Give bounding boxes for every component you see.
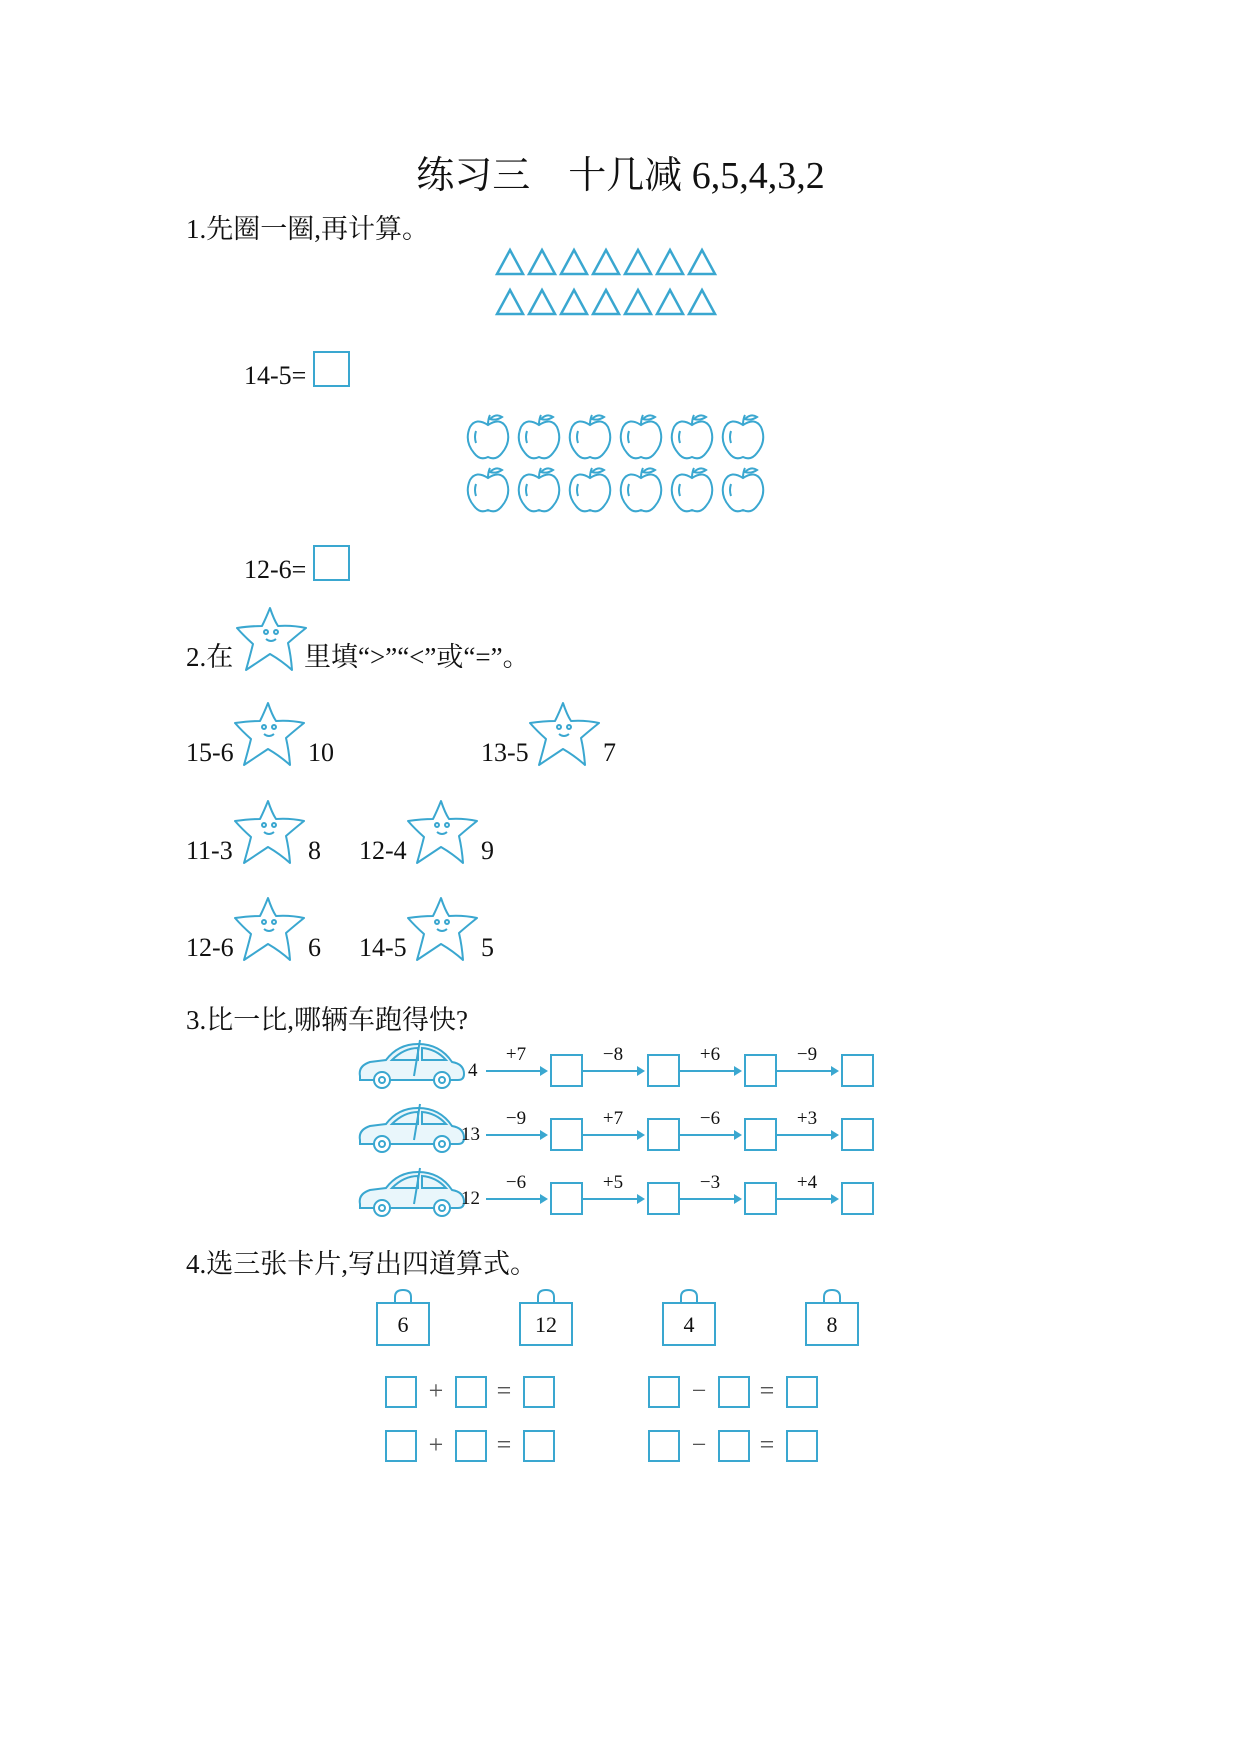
compare-left-expr: 12-4 <box>359 836 407 865</box>
apple-icon <box>619 466 663 514</box>
triangle-icon <box>495 248 525 276</box>
chain-operation-label: −9 <box>505 1108 527 1129</box>
question-2-heading-start: 2.在 <box>186 642 234 672</box>
compare-right-value: 10 <box>308 738 334 767</box>
triangle-icon <box>591 288 621 316</box>
star-icon <box>529 701 601 767</box>
arrow-icon <box>486 1194 548 1204</box>
chain-answer-box[interactable] <box>550 1182 583 1215</box>
star-icon <box>234 799 306 865</box>
chain-answer-box[interactable] <box>550 1054 583 1087</box>
question-3-heading: 3.比一比,哪辆车跑得快? <box>186 1005 468 1035</box>
equals-sign: = <box>759 1376 775 1405</box>
star-answer-slot[interactable] <box>234 896 306 967</box>
triangle-icon <box>623 288 653 316</box>
card-number: 8 <box>826 1312 838 1337</box>
chain-answer-box[interactable] <box>647 1182 680 1215</box>
triangle-icon <box>495 288 525 316</box>
chain-operation-label: −9 <box>796 1044 818 1065</box>
chain-operation-label: +5 <box>602 1172 624 1193</box>
equation-blank-box[interactable] <box>786 1376 818 1408</box>
minus-sign: − <box>691 1430 707 1459</box>
triangle-icon <box>687 288 717 316</box>
car-icon <box>356 1104 466 1154</box>
page-title: 练习三 十几减 6,5,4,3,2 <box>416 155 825 197</box>
apple-icon <box>721 413 765 461</box>
compare-left-expr: 12-6 <box>186 933 234 962</box>
triangle-icon <box>655 288 685 316</box>
chain-operation-label: +6 <box>699 1044 721 1065</box>
answer-box-2[interactable] <box>313 545 350 581</box>
chain-start-number: 13 <box>461 1124 480 1145</box>
star-icon <box>407 896 479 962</box>
equation-blank-box[interactable] <box>385 1430 417 1462</box>
chain-operation-label: −6 <box>699 1108 721 1129</box>
card-number: 12 <box>535 1312 557 1337</box>
triangle-icon <box>559 248 589 276</box>
question-4-heading: 4.选三张卡片,写出四道算式。 <box>186 1249 537 1279</box>
apple-icon <box>670 413 714 461</box>
number-card[interactable] <box>519 1302 573 1346</box>
equation-blank-box[interactable] <box>648 1430 680 1462</box>
triangle-icon <box>527 288 557 316</box>
apple-icon <box>568 413 612 461</box>
equation-blank-box[interactable] <box>718 1376 750 1408</box>
star-icon <box>407 799 479 865</box>
star-icon <box>236 606 308 677</box>
car-icon <box>356 1040 466 1090</box>
arrow-icon <box>486 1130 548 1140</box>
star-icon <box>234 896 306 962</box>
triangle-icon <box>591 248 621 276</box>
number-card[interactable] <box>376 1302 430 1346</box>
chain-answer-box[interactable] <box>744 1054 777 1087</box>
card-number: 6 <box>397 1312 409 1337</box>
question-1-heading: 1.先圈一圈,再计算。 <box>186 214 429 244</box>
triangle-icon <box>655 248 685 276</box>
chain-answer-box[interactable] <box>647 1118 680 1151</box>
chain-start-number: 12 <box>461 1188 480 1209</box>
car-icon <box>356 1168 466 1218</box>
chain-operation-label: +3 <box>796 1108 818 1129</box>
chain-answer-box[interactable] <box>550 1118 583 1151</box>
triangle-icon <box>527 248 557 276</box>
star-answer-slot[interactable] <box>407 896 479 967</box>
question-2-heading-end: 里填“>”“<”或“=”。 <box>304 642 530 672</box>
expr-12-6: 12-6= <box>244 555 307 584</box>
compare-right-value: 5 <box>481 933 494 962</box>
arrow-icon <box>486 1066 548 1076</box>
arrow-icon <box>680 1194 742 1204</box>
compare-left-expr: 15-6 <box>186 738 234 767</box>
chain-operation-label: +7 <box>505 1044 527 1065</box>
answer-box-1[interactable] <box>313 351 350 387</box>
chain-answer-box[interactable] <box>841 1054 874 1087</box>
star-icon <box>234 701 306 767</box>
star-answer-slot[interactable] <box>529 701 601 772</box>
apple-icon <box>466 466 510 514</box>
star-answer-slot[interactable] <box>234 799 306 870</box>
equation-blank-box[interactable] <box>385 1376 417 1408</box>
apple-icon <box>517 466 561 514</box>
arrow-icon <box>680 1066 742 1076</box>
compare-left-expr: 11-3 <box>186 836 233 865</box>
chain-answer-box[interactable] <box>841 1118 874 1151</box>
compare-right-value: 7 <box>603 738 616 767</box>
triangle-icon <box>623 248 653 276</box>
apple-icon <box>721 466 765 514</box>
equation-blank-box[interactable] <box>455 1430 487 1462</box>
compare-left-expr: 14-5 <box>359 933 407 962</box>
arrow-icon <box>583 1194 645 1204</box>
equals-sign: = <box>496 1430 512 1459</box>
triangle-icon <box>559 288 589 316</box>
chain-operation-label: +7 <box>602 1108 624 1129</box>
number-card[interactable] <box>662 1302 716 1346</box>
triangle-icon <box>687 248 717 276</box>
car-icon <box>356 1040 466 1095</box>
chain-start-number: 4 <box>468 1060 478 1081</box>
plus-sign: + <box>428 1376 444 1405</box>
equals-sign: = <box>496 1376 512 1405</box>
chain-operation-label: −3 <box>699 1172 721 1193</box>
chain-operation-label: −6 <box>505 1172 527 1193</box>
arrow-icon <box>583 1066 645 1076</box>
number-card[interactable] <box>805 1302 859 1346</box>
star-answer-slot[interactable] <box>234 701 306 772</box>
card-number: 4 <box>683 1312 695 1337</box>
compare-left-expr: 13-5 <box>481 738 529 767</box>
minus-sign: − <box>691 1376 707 1405</box>
chain-answer-box[interactable] <box>647 1054 680 1087</box>
arrow-icon <box>680 1130 742 1140</box>
equation-blank-box[interactable] <box>648 1376 680 1408</box>
car-icon <box>356 1104 466 1159</box>
apple-icon <box>619 413 663 461</box>
expr-14-5: 14-5= <box>244 361 307 390</box>
compare-right-value: 8 <box>308 836 321 865</box>
chain-operation-label: +4 <box>796 1172 818 1193</box>
car-icon <box>356 1168 466 1223</box>
equation-blank-box[interactable] <box>455 1376 487 1408</box>
compare-right-value: 6 <box>308 933 321 962</box>
equals-sign: = <box>759 1430 775 1459</box>
apple-icon <box>568 466 612 514</box>
chain-answer-box[interactable] <box>744 1182 777 1215</box>
equation-blank-box[interactable] <box>523 1376 555 1408</box>
equation-blank-box[interactable] <box>718 1430 750 1462</box>
apple-icon <box>517 413 561 461</box>
equation-blank-box[interactable] <box>786 1430 818 1462</box>
arrow-icon <box>777 1130 839 1140</box>
arrow-icon <box>777 1194 839 1204</box>
compare-right-value: 9 <box>481 836 494 865</box>
chain-answer-box[interactable] <box>744 1118 777 1151</box>
apple-icon <box>670 466 714 514</box>
arrow-icon <box>583 1130 645 1140</box>
star-answer-slot[interactable] <box>407 799 479 870</box>
plus-sign: + <box>428 1430 444 1459</box>
apple-icon <box>466 413 510 461</box>
arrow-icon <box>777 1066 839 1076</box>
chain-answer-box[interactable] <box>841 1182 874 1215</box>
chain-operation-label: −8 <box>602 1044 624 1065</box>
equation-blank-box[interactable] <box>523 1430 555 1462</box>
